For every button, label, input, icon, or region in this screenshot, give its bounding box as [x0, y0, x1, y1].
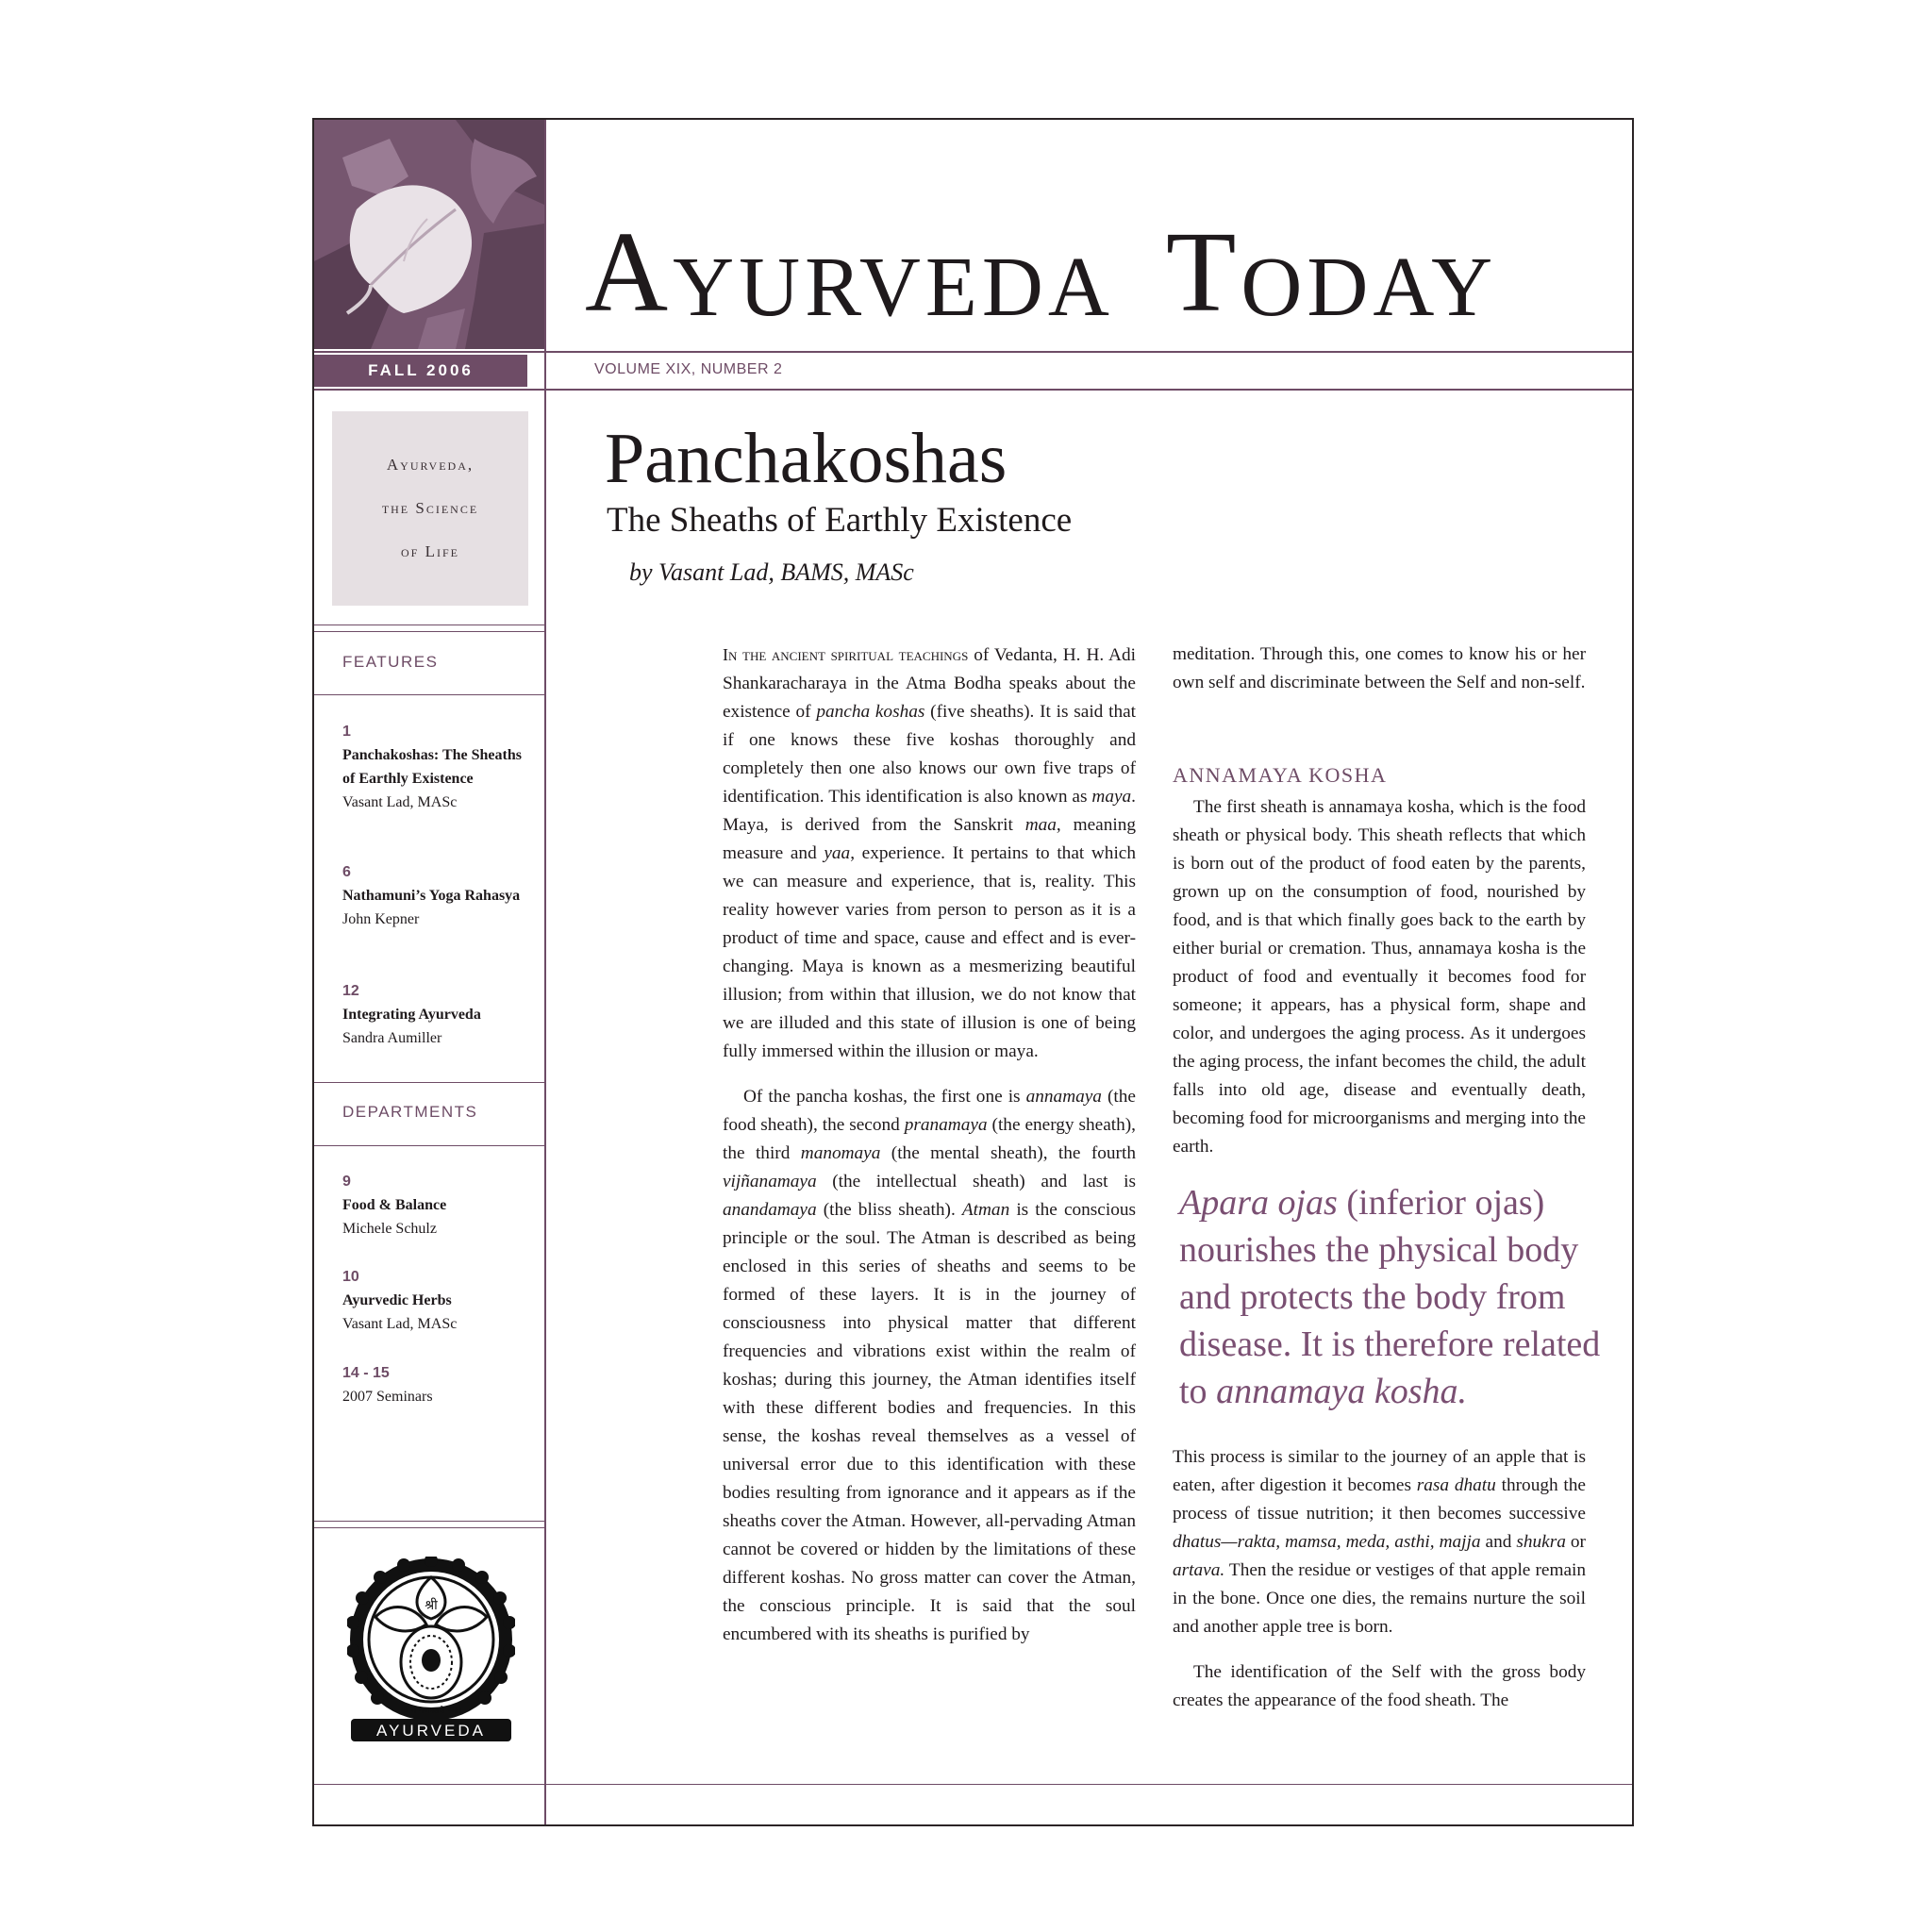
- footer-rule: [314, 1784, 1632, 1785]
- tagline-box: [332, 411, 528, 606]
- leaf-photo: [314, 120, 544, 349]
- feature-title: Panchakoshas: The Sheaths of Earthly Existence: [342, 747, 522, 787]
- emblem-sanskrit-text: ॐ गं गणपतये नमः।: [400, 1707, 462, 1716]
- issue-volume: VOLUME XIX, NUMBER 2: [594, 361, 783, 377]
- paragraph: This process is similar to the journey of an apple that is eaten, after digestion it becomes rasa dhatu through the process of tissue nutrition; it then becomes successive dhatus—rakta, mamsa, meda, asthi, majja and shukra or artava. Then the residue or vestiges of that apple remain in the bone. Once one dies, the remains nurture the soil and another apple tree is born.: [1173, 1447, 1586, 1637]
- sidebar-rule-3: [314, 1082, 544, 1083]
- feature-page: 12: [342, 983, 359, 999]
- feature-author: Sandra Aumiller: [342, 1030, 442, 1046]
- feature-entry[interactable]: [342, 720, 531, 814]
- paragraph: The identification of the Self with the gross body creates the appearance of the food sheath. The: [1173, 1662, 1586, 1710]
- sidebar-rule-2: [314, 694, 544, 695]
- feature-page: 6: [342, 864, 351, 880]
- feature-author: Vasant Lad, MASc: [342, 794, 458, 810]
- ayurveda-emblem-logo: [347, 1557, 515, 1745]
- feature-page: 1: [342, 724, 351, 740]
- emblem-center-glyph: श्री: [425, 1598, 438, 1613]
- sidebar-rule-4: [314, 1145, 544, 1146]
- department-title: Ayurvedic Herbs: [342, 1292, 452, 1308]
- paragraph: meditation. Through this, one comes to know his or her own self and discriminate between the Self and non-self.: [1173, 644, 1586, 692]
- department-entry[interactable]: [342, 1170, 531, 1241]
- department-title: Food & Balance: [342, 1197, 447, 1213]
- feature-entry[interactable]: [342, 979, 531, 1050]
- department-page: 14 - 15: [342, 1365, 390, 1381]
- department-author: 2007 Seminars: [342, 1389, 433, 1405]
- department-page: 10: [342, 1269, 359, 1285]
- features-heading: FEATURES: [342, 653, 439, 671]
- article-column-2-top: [1173, 641, 1586, 697]
- article-byline: by Vasant Lad, BAMS, MASc: [629, 558, 914, 586]
- department-page: 9: [342, 1174, 351, 1190]
- paragraph: In the ancient spiritual teachings of Vedanta, H. H. Adi Shankaracharaya in the Atma Bodha speaks about the existence of pancha koshas (five sheaths). It is said that if one knows these five koshas thoroughly and completely then one also knows our own five traps of identification. This identification is also known as maya. Maya, is derived from the Sanskrit maa, meaning measure and yaa, experience. It pertains to that which we can measure and experience, that is, reality. This reality however varies from person to person as it is a product of time and space, cause and effect and is ever-changing. Maya is known as a mesmerizing beautiful illusion; from within that illusion, we do not know that we are illuded and this state of illusion is one of being fully immersed within the illusion or maya.: [723, 645, 1137, 1061]
- section-heading: ANNAMAYA KOSHA: [1173, 763, 1388, 787]
- sidebar-rule-5b: [314, 1527, 544, 1528]
- paragraph: The first sheath is annamaya kosha, which is the food sheath or physical body. This sheath reflects that which is born out of the product of food eaten by the parents, grown up on the consumption of food, nourished by food, and is that which finally goes back to the earth by either burial or cremation. Thus, annamaya kosha is the product of food and eventually it becomes food for someone; it appears, has a physical form, shape and color, and undergoes the aging process. As it undergoes the aging process, the infant becomes the child, the adult falls into old age, disease and eventually death, becoming food for microorganisms and merging into the earth.: [1173, 797, 1586, 1157]
- article-subtitle: The Sheaths of Earthly Existence: [607, 501, 1073, 540]
- tagline-line-2: the Science: [381, 499, 479, 517]
- sidebar-rule-1b: [314, 631, 544, 632]
- tagline-line-1: Ayurveda,: [386, 456, 475, 474]
- pull-quote: Apara ojas (inferior ojas) nourishes the physical body and protects the body from disease. It is therefore related to annamaya kosha.: [1179, 1183, 1601, 1411]
- article-title: Panchakoshas: [605, 419, 1008, 498]
- header-rule-top: [314, 351, 1632, 353]
- sidebar-rule-5a: [314, 1521, 544, 1522]
- feature-title: Nathamuni’s Yoga Rahasya: [342, 888, 521, 904]
- department-author: Vasant Lad, MASc: [342, 1316, 458, 1332]
- tagline-line-3: of Life: [401, 542, 459, 560]
- feature-title: Integrating Ayurveda: [342, 1007, 481, 1023]
- department-author: Michele Schulz: [342, 1221, 437, 1237]
- article-column-1: [723, 641, 1136, 1649]
- issue-season: FALL 2006: [314, 355, 527, 387]
- department-entry[interactable]: [342, 1265, 531, 1336]
- masthead-title: A YURVEDA T ODAY: [585, 208, 1498, 336]
- sidebar-rule: [544, 120, 546, 1824]
- paragraph: Of the pancha koshas, the first one is annamaya (the food sheath), the second pranamaya (the energy sheath), the third manomaya (the mental sheath), the fourth vijñanamaya (the intellectual sheath) and last is anandamaya (the bliss sheath). Atman is the conscious principle or the soul. The Atman is described as being enclosed in this series of sheaths and seems to be formed of these layers. It is in the journey of consciousness into physical matter that different frequencies and vibrations exist within the realm of koshas; during this journey, the Atman identifies itself with these different bodies and frequencies. In this sense, the koshas reveal themselves as a vessel of universal error due to this identification with these bodies resulting from ignorance and it appears as if the sheaths cover the Atman. However, all-pervading Atman cannot be covered or hidden by the limitations of these different koshas. No gross matter can cover the Atman, the conscious principle. It is said that the soul encumbered with its sheaths is purified by: [723, 1087, 1136, 1644]
- feature-author: John Kepner: [342, 911, 420, 927]
- article-column-2-bottom: [1173, 1443, 1586, 1715]
- department-entry[interactable]: [342, 1361, 531, 1408]
- header-rule-bottom: [314, 389, 1632, 391]
- departments-heading: DEPARTMENTS: [342, 1103, 478, 1121]
- emblem-ayurveda-text: AYURVEDA: [376, 1722, 486, 1740]
- article-column-2-mid: [1173, 793, 1586, 1161]
- feature-entry[interactable]: [342, 860, 531, 931]
